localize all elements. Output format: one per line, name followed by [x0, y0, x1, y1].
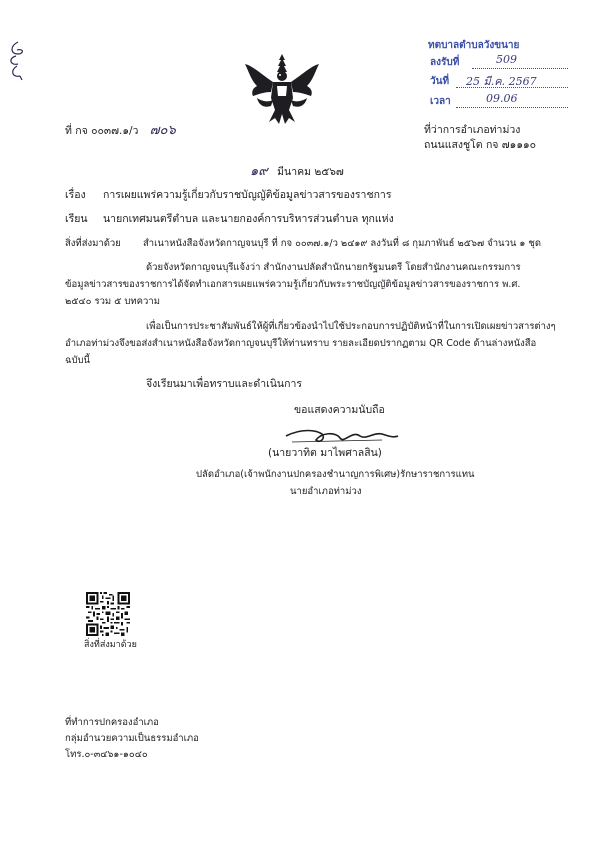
stamp-time-label: เวลา [430, 96, 451, 107]
stamp-time-value: 09.06 [486, 92, 518, 105]
enclosure-qr-code[interactable] [86, 592, 130, 636]
regards-text: ขอแสดงความนับถือ [294, 404, 385, 416]
signer-name: (นายวาทิต มาไพศาลสิน) [268, 447, 382, 459]
footer-line-3: โทร.๐-๓๔๖๑-๑๐๔๐ [65, 749, 148, 760]
paragraph-2-line-1: เพื่อเป็นการประชาสัมพันธ์ให้ผู้ที่เกี่ยวข้องนำไปใช้ประกอบการปฏิบัติหน้าที่ในการเปิดเผยข่าวสารต่างๆ [146, 321, 556, 332]
footer-line-1: ที่ทำการปกครองอำเภอ [65, 717, 159, 728]
document-number-prefix: ที่ กจ ๐๐๓๗.๑/ว [65, 125, 139, 137]
document-number-handwritten: ๗๐๖ [149, 123, 176, 138]
closing-text: จึงเรียนมาเพื่อทราบและดำเนินการ [146, 378, 302, 390]
enclosure-label: สิ่งที่ส่งมาด้วย [65, 238, 121, 249]
stamp-receipt-number: 509 [496, 53, 517, 66]
receipt-stamp [426, 38, 576, 114]
paragraph-1-line-2: ข้อมูลข่าวสารของราชการได้จัดทำเอกสารเผยแพร่ความรู้เกี่ยวกับพระราชบัญญัติข้อมูลข่าวสารของราชการ พ.ศ. [65, 279, 521, 290]
signer-title-line-2: นายอำเภอท่าม่วง [290, 486, 362, 497]
garuda-emblem [243, 52, 321, 126]
document-date [250, 164, 344, 180]
footer-line-2: กลุ่มอำนวยความเป็นธรรมอำเภอ [65, 733, 199, 744]
salutation-label: เรียน [65, 213, 88, 225]
margin-handwritten-note [4, 40, 28, 82]
office-address-line2: ถนนแสงชูโต กจ ๗๑๑๑๐ [424, 139, 537, 151]
date-day-handwritten: ๑๙ [250, 164, 268, 179]
office-address-line1: ที่ว่าการอำเภอท่าม่วง [424, 124, 521, 136]
paragraph-2-line-2: อำเภอท่าม่วงจึงขอส่งสำเนาหนังสือจังหวัดกาญจนบุรีให้ท่านทราบ รายละเอียดปรากฏตาม QR Code ด้านล่างหนังสือ [65, 338, 537, 349]
paragraph-2-line-3: ฉบับนี้ [65, 355, 91, 366]
stamp-date-label: วันที่ [430, 76, 450, 87]
date-month-year: มีนาคม ๒๕๖๗ [277, 166, 344, 178]
signer-title-line-1: ปลัดอำเภอ(เจ้าพนักงานปกครองชำนาญการพิเศษ)รักษาราชการแทน [196, 469, 475, 480]
qr-caption: สิ่งที่ส่งมาด้วย [84, 640, 137, 650]
document-number [65, 123, 176, 139]
stamp-receipt-label: ลงรับที่ [430, 57, 460, 68]
salutation-text: นายกเทศมนตรีตำบล และนายกองค์การบริหารส่วนตำบล ทุกแห่ง [103, 213, 394, 225]
subject-text: การเผยแพร่ความรู้เกี่ยวกับราชบัญญัติข้อมูลข่าวสารของราชการ [103, 189, 392, 201]
subject-label: เรื่อง [65, 189, 86, 201]
handwritten-signature [282, 424, 402, 448]
stamp-date-value: 25 มี.ค. 2567 [466, 75, 537, 88]
stamp-office-label: ทตบาลตำบลวังขนาย [428, 40, 520, 51]
paragraph-1-line-3: ๒๕๔๐ รวม ๕ บทความ [65, 296, 160, 307]
paragraph-1-line-1: ด้วยจังหวัดกาญจนบุรีแจ้งว่า สำนักงานปลัดสำนักนายกรัฐมนตรี โดยสำนักงานคณะกรรมการ [146, 262, 521, 273]
enclosure-text: สำเนาหนังสือจังหวัดกาญจนบุรี ที่ กจ ๐๐๓๗.๑/ว ๒๔๑๙ ลงวันที่ ๘ กุมภาพันธ์ ๒๕๖๗ จำนวน ๑ ชุด [143, 238, 542, 249]
